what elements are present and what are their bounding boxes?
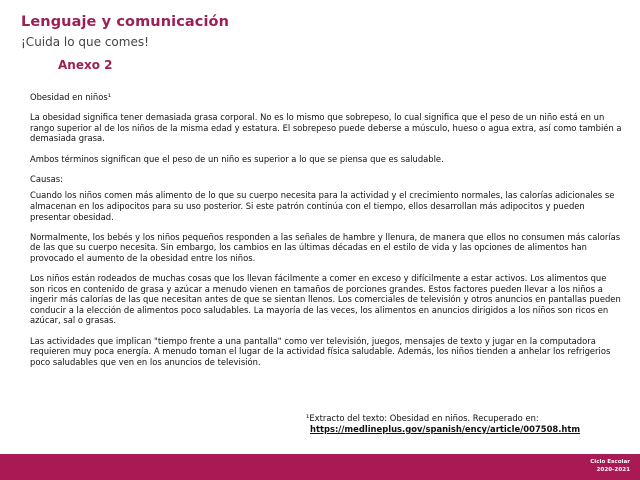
annex-label: Anexo 2 bbox=[58, 58, 113, 72]
school-cycle bbox=[590, 458, 630, 474]
causes-label: Causas: bbox=[30, 173, 63, 184]
footnote bbox=[306, 413, 580, 435]
page-subtitle: ¡Cuida lo que comes! bbox=[21, 35, 149, 49]
footer-bar bbox=[0, 454, 640, 480]
school-cycle-years: 2020-2021 bbox=[596, 467, 630, 473]
paragraph-terms: Ambos términos significan que el peso de un niño es superior a lo que se piensa que es saludable. bbox=[30, 153, 444, 164]
document-body bbox=[30, 92, 622, 377]
paragraph-definition: La obesidad significa tener demasiada grasa corporal. No es lo mismo que sobrepeso, lo cual significa que el peso de un niño está en un rango superior al de los niños de la misma edad y estatura. El sobrepeso puede deberse a músculo, hueso o agua extra, así como también a demasiada grasa. bbox=[30, 112, 622, 144]
paragraph-causes-4: Las actividades que implican "tiempo frente a una pantalla" como ver televisión, juegos, mensajes de texto y jugar en la computadora requieren muy poca energía. A menudo toman el lugar de la actividad física saludable. Además, los niños tienden a anhelar los refrigerios poco saludables que ven en los anuncios de televisión. bbox=[30, 335, 611, 367]
paragraph-causes-3: Los niños están rodeados de muchas cosas que los llevan fácilmente a comer en exceso y difícilmente a estar activos. Los alimentos que son ricos en contenido de grasa y azúcar a menudo vienen en tamaños de porciones grandes. Estos factores pueden llevar a los niños a ingerir más calorías de las que necesitan antes de que se sientan llenos. Los comerciales de televisión y otros anuncios en pantallas pueden conducir a la elección de alimentos poco saludables. La mayoría de las veces, los alimentos en anuncios dirigidos a los niños son ricos en azúcar, sal o grasas. bbox=[30, 273, 621, 326]
paragraph-causes-1: Cuando los niños comen más alimento de lo que su cuerpo necesita para la actividad y el crecimiento normales, las calorías adicionales se almacenan en los adipocitos para su uso posterior. Si este patrón continúa con el tiempo, ellos desarrollan más adipocitos y pueden presentar obesidad. bbox=[30, 190, 615, 222]
school-cycle-label: Ciclo Escolar bbox=[590, 459, 630, 465]
source-link[interactable]: https://medlineplus.gov/spanish/ency/article/007508.htm bbox=[310, 424, 581, 434]
section-heading: Obesidad en niños¹ bbox=[30, 92, 112, 102]
paragraph-causes-2: Normalmente, los bebés y los niños pequeños responden a las señales de hambre y llenura, de manera que ellos no consumen más calorías de las que su cuerpo necesita. Sin embargo, los cambios en las últimas décadas en el estilo de vida y las opciones de alimentos han provocado el aumento de la obesidad entre los niños. bbox=[30, 231, 621, 263]
page-title: Lenguaje y comunicación bbox=[21, 14, 230, 30]
footnote-text: ¹Extracto del texto: Obesidad en niños. Recuperado en: bbox=[306, 413, 539, 423]
